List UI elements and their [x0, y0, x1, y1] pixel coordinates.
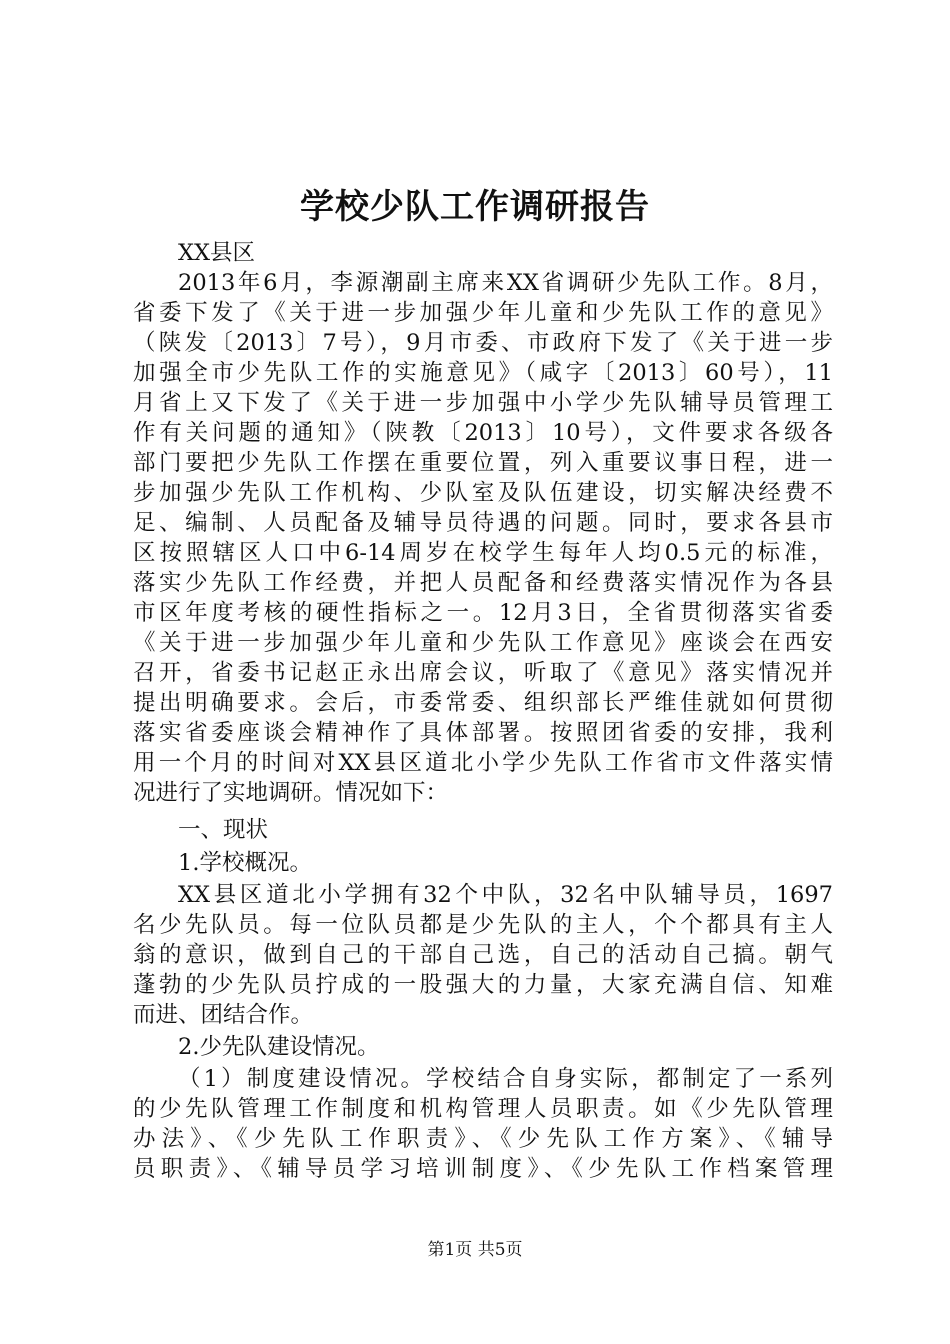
subsection-heading: 1.学校概况。 [178, 850, 312, 876]
paragraph-line: 办法》、《少先队工作职责》、《少先队工作方案》、《辅导 [133, 1126, 833, 1152]
subsection-heading: 2.少先队建设情况。 [178, 1034, 380, 1060]
paragraph-line: 步加强少先队工作机构、少队室及队伍建设，切实解决经费不 [133, 480, 833, 506]
paragraph-line: 足、编制、人员配备及辅导员待遇的问题。同时，要求各县市 [133, 510, 833, 536]
paragraph-line: 名少先队员。每一位队员都是少先队的主人，个个都具有主人 [133, 912, 833, 938]
paragraph-line: 用一个月的时间对XX县区道北小学少先队工作省市文件落实情 [133, 750, 833, 776]
paragraph-line: 落实省委座谈会精神作了具体部署。按照团省委的安排，我利 [133, 720, 833, 746]
paragraph-line: 区按照辖区人口中6-14周岁在校学生每年人均0.5元的标准， [133, 540, 833, 566]
paragraph-line: 省委下发了《关于进一步加强少年儿童和少先队工作的意见》 [133, 300, 833, 326]
paragraph-line: 加强全市少先队工作的实施意见》（咸字〔2013〕60号），11 [133, 360, 833, 386]
section-heading: 一、现状 [178, 817, 269, 843]
paragraph-line: 的少先队管理工作制度和机构管理人员职责。如《少先队管理 [133, 1096, 833, 1122]
paragraph-line: 而进、团结合作。 [133, 1002, 314, 1028]
paragraph-line: 月省上又下发了《关于进一步加强中小学少先队辅导员管理工 [133, 390, 833, 416]
paragraph-line: （陕发〔2013〕7号），9月市委、市政府下发了《关于进一步 [133, 330, 833, 356]
paragraph-line: 市区年度考核的硬性指标之一。12月3日，全省贯彻落实省委 [133, 600, 833, 626]
paragraph-line: 落实少先队工作经费，并把人员配备和经费落实情况作为各县 [133, 570, 833, 596]
page-footer: 第1页 共5页 [427, 1240, 523, 1260]
paragraph-line: 召开，省委书记赵正永出席会议，听取了《意见》落实情况并 [133, 660, 833, 686]
paragraph-line: 2013年6月，李源潮副主席来XX省调研少先队工作。8月， [178, 270, 833, 296]
paragraph-line: （1）制度建设情况。学校结合自身实际，都制定了一系列 [178, 1066, 833, 1092]
paragraph-line-region: XX县区 [178, 240, 256, 266]
paragraph-line: 员职责》、《辅导员学习培训制度》、《少先队工作档案管理 [133, 1156, 833, 1182]
document-title: 学校少队工作调研报告 [300, 187, 650, 227]
paragraph-line: 蓬勃的少先队员拧成的一股强大的力量，大家充满自信、知难 [133, 972, 833, 998]
paragraph-line: 翁的意识，做到自己的干部自己选，自己的活动自己搞。朝气 [133, 942, 833, 968]
paragraph-line: 《关于进一步加强少年儿童和少先队工作意见》座谈会在西安 [133, 630, 833, 656]
paragraph-line: 作有关问题的通知》（陕教〔2013〕10号），文件要求各级各 [133, 420, 833, 446]
paragraph-line: 部门要把少先队工作摆在重要位置，列入重要议事日程，进一 [133, 450, 833, 476]
paragraph-line: 提出明确要求。会后，市委常委、组织部长严维佳就如何贯彻 [133, 690, 833, 716]
paragraph-line: XX县区道北小学拥有32个中队，32名中队辅导员，1697 [178, 882, 833, 908]
paragraph-line: 况进行了实地调研。情况如下： [133, 780, 449, 806]
